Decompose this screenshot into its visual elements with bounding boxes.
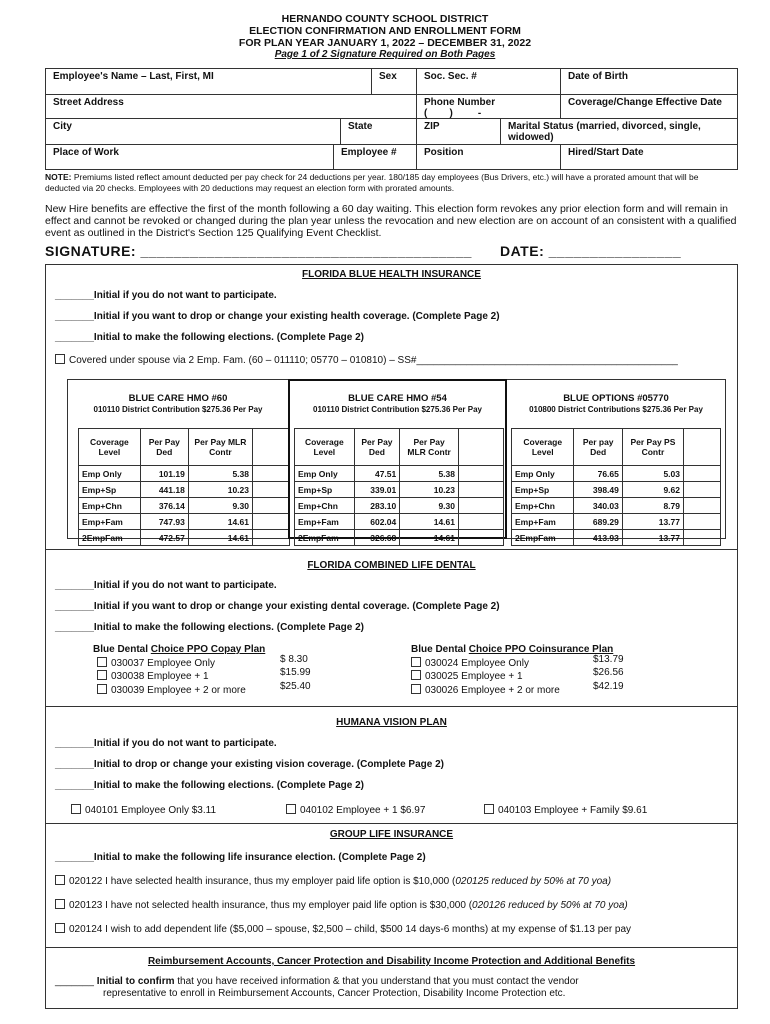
list-item[interactable]: 030025 Employee + 1 $26.56 (411, 670, 731, 684)
table-row: Emp Only 101.19 5.38 (79, 466, 290, 482)
name-field[interactable]: Employee's Name – Last, First, MI (45, 68, 372, 95)
sex-field[interactable]: Sex (371, 68, 417, 95)
employee-number-field[interactable]: Employee # (333, 144, 417, 170)
list-item[interactable]: 030038 Employee + 1 $15.99 (93, 670, 403, 684)
checkbox-icon[interactable] (55, 354, 65, 364)
health-opt-decline[interactable]: _______Initial if you do not want to participate. (55, 290, 277, 301)
work-field[interactable]: Place of Work (45, 144, 334, 170)
health-opt-change[interactable]: _______Initial if you want to drop or change your existing health coverage. (Complete Page 2) (55, 311, 500, 322)
checkbox-icon[interactable] (484, 804, 494, 814)
checkbox-icon[interactable] (411, 657, 421, 667)
list-item[interactable]: 030024 Employee Only $13.79 (411, 657, 731, 671)
life-section (45, 823, 738, 948)
table-row: Emp+Chn 376.14 9.30 (79, 498, 290, 514)
life-option-dependent[interactable]: 020124 I wish to add dependent life ($5,000 – spouse, $2,500 – child, $500 14 days-6 months) at my expense of $1.13 per pay (55, 923, 631, 935)
checkbox-icon[interactable] (97, 684, 107, 694)
checkbox-icon[interactable] (97, 657, 107, 667)
plan-name: BLUE OPTIONS #05770 (563, 393, 669, 404)
checkbox-icon[interactable] (55, 899, 65, 909)
table-row: Emp+Fam 602.04 14.61 (295, 514, 504, 530)
intro-paragraph: New Hire benefits are effective the first of the month following a 60 day waiting. This election form revokes any prior election form and will remain in effect and cannot be revoked or changed during the plan year unless the revocation and new election are on account of an consistent with a qualified event as outlined in the District's Section 125 Qualifying Event Checklist. (45, 203, 737, 239)
checkbox-icon[interactable] (411, 670, 421, 680)
dental-section (45, 549, 738, 707)
health-plans-box (67, 379, 726, 543)
plan-hmo54 (288, 379, 507, 543)
marital-field[interactable]: Marital Status (married, divorced, single, widowed) (500, 118, 738, 145)
table-row: 2EmpFam 413.93 13.77 (512, 530, 721, 546)
plan-contribution: 010800 District Contributions $275.36 Per Pay (529, 405, 703, 414)
health-section (45, 264, 738, 550)
checkbox-icon[interactable] (71, 804, 81, 814)
dental-opt-change[interactable]: _______Initial if you want to drop or change your existing dental coverage. (Complete Page 2) (55, 601, 500, 612)
plan-name: BLUE CARE HMO #54 (348, 393, 447, 404)
table-row: Emp+Sp 339.01 10.23 (295, 482, 504, 498)
checkbox-icon[interactable] (55, 875, 65, 885)
plan-name: BLUE CARE HMO #60 (128, 393, 228, 404)
health-spouse-option[interactable]: Covered under spouse via 2 Emp. Fam. (60 – 011110; 05770 – 010810) – SS#_______________________________________________ (55, 354, 678, 366)
plan-hmo60 (68, 380, 288, 543)
dob-field[interactable]: Date of Birth (560, 68, 738, 95)
vision-section (45, 706, 738, 824)
list-item[interactable]: 030037 Employee Only $ 8.30 (93, 657, 403, 671)
table-row: Emp+Chn 340.03 8.79 (512, 498, 721, 514)
premium-note: NOTE: Premiums listed reflect amount deducted per pay check for 24 deductions per year. 180/185 day employees (Bus Drivers, etc.) will have a prorated amount that will be deducted via 20 checks. Employees with 20 deductions may request an election form with prorated amounts. (45, 172, 699, 193)
table-row: Emp+Fam 747.93 14.61 (79, 514, 290, 530)
reimbursement-note: representative to enroll in Reimbursement Accounts, Cancer Protection, Disability Income Protection etc. (103, 988, 566, 999)
zip-field[interactable]: ZIP (416, 118, 501, 145)
rate-table: Coverage Level Per Pay Ded Per Pay MLR Contr Emp Only 47.51 5.38 Emp+Sp 339.01 10.23 Emp+Chn 283.10 9.30 Emp+Fam 602.04 14.61 2EmpFam 326.68 14.61 (294, 428, 504, 546)
dental-opt-elect[interactable]: _______Initial to make the following elections. (Complete Page 2) (55, 622, 364, 633)
dental-copay-plan: Blue Dental Choice PPO Copay Plan 030037 Employee Only $ 8.30 030038 Employee + 1 $15.99 030039 Employee + 2 or more $25.40 (93, 643, 403, 697)
health-title: FLORIDA BLUE HEALTH INSURANCE (302, 269, 481, 280)
vision-employee-only[interactable]: 040101 Employee Only $3.11 (71, 804, 216, 816)
position-field[interactable]: Position (416, 144, 561, 170)
vision-opt-decline[interactable]: _______Initial if you do not want to participate. (55, 738, 277, 749)
ssn-field[interactable]: Soc. Sec. # (416, 68, 561, 95)
reimbursement-title: Reimbursement Accounts, Cancer Protection and Disability Income Protection and Additional Benefits (147, 956, 636, 967)
vision-opt-elect[interactable]: _______Initial to make the following elections. (Complete Page 2) (55, 780, 364, 791)
dental-coinsurance-plan: Blue Dental Choice PPO Coinsurance Plan 030024 Employee Only $13.79 030025 Employee + 1 $26.56 030026 Employee + 2 or more $42.19 (411, 643, 731, 697)
life-option-30000[interactable]: 020123 I have not selected health insurance, thus my employer paid life option is $30,000 (020126 reduced by 50% at 70 yoa) (55, 899, 628, 911)
checkbox-icon[interactable] (286, 804, 296, 814)
table-row: Emp+Fam 689.29 13.77 (512, 514, 721, 530)
list-item[interactable]: 030039 Employee + 2 or more $25.40 (93, 684, 403, 698)
dental-opt-decline[interactable]: _______Initial if you do not want to participate. (55, 580, 277, 591)
table-row: Emp Only 47.51 5.38 (295, 466, 504, 482)
checkbox-icon[interactable] (55, 923, 65, 933)
dental-title: FLORIDA COMBINED LIFE DENTAL (307, 560, 476, 571)
table-row: Emp+Sp 441.18 10.23 (79, 482, 290, 498)
hired-date-field[interactable]: Hired/Start Date (560, 144, 738, 170)
table-row: 2EmpFam 326.68 14.61 (295, 530, 504, 546)
state-field[interactable]: State (340, 118, 417, 145)
vision-employee-plus-one[interactable]: 040102 Employee + 1 $6.97 (286, 804, 425, 816)
city-field[interactable]: City (45, 118, 341, 145)
coverage-date-field[interactable]: Coverage/Change Effective Date (560, 94, 738, 119)
plan-year: FOR PLAN YEAR JANUARY 1, 2022 – DECEMBER 31, 2022 (238, 37, 532, 49)
street-field[interactable]: Street Address (45, 94, 417, 119)
reimbursement-section (45, 947, 738, 1009)
checkbox-icon[interactable] (97, 670, 107, 680)
vision-opt-change[interactable]: _______Initial to drop or change your existing vision coverage. (Complete Page 2) (55, 759, 445, 770)
vision-employee-family[interactable]: 040103 Employee + Family $9.61 (484, 804, 647, 816)
date-line[interactable]: DATE: ________________ (500, 243, 682, 259)
rate-table: Coverage Level Per Pay Ded Per Pay MLR Contr Emp Only 101.19 5.38 Emp+Sp 441.18 10.23 Emp+Chn 376.14 9.30 Emp+Fam 747.93 14.61 2EmpFam 472.57 14.61 (78, 428, 290, 546)
table-row: Emp+Chn 283.10 9.30 (295, 498, 504, 514)
table-row: Emp Only 76.65 5.03 (512, 466, 721, 482)
district-title: HERNANDO COUNTY SCHOOL DISTRICT (281, 13, 489, 25)
plan-contribution: 010110 District Contribution $275.36 Per Pay (93, 405, 263, 414)
rate-table: Coverage Level Per pay Ded Per Pay PS Contr Emp Only 76.65 5.03 Emp+Sp 398.49 9.62 Emp+Chn 340.03 8.79 Emp+Fam 689.29 13.77 2EmpFam 413.93 13.77 (511, 428, 721, 546)
checkbox-icon[interactable] (411, 684, 421, 694)
phone-field[interactable]: Phone Number ( ) - (416, 94, 561, 119)
page-indicator: Page 1 of 2 Signature Required on Both Pages (274, 49, 496, 60)
plan-contribution: 010110 District Contribution $275.36 Per Pay (313, 405, 482, 414)
form-title: ELECTION CONFIRMATION AND ENROLLMENT FORM (249, 25, 521, 37)
signature-line[interactable]: SIGNATURE: ________________________________________ (45, 243, 472, 259)
vision-title: HUMANA VISION PLAN (336, 717, 447, 728)
list-item[interactable]: 030026 Employee + 2 or more $42.19 (411, 684, 731, 698)
reimbursement-confirm[interactable]: _______ Initial to confirm that you have received information & that you understand that you must contact the vendor (55, 976, 579, 987)
life-option-10000[interactable]: 020122 I have selected health insurance, thus my employer paid life option is $10,000 (020125 reduced by 50% at 70 yoa) (55, 875, 611, 887)
table-row: 2EmpFam 472.57 14.61 (79, 530, 290, 546)
life-title: GROUP LIFE INSURANCE (329, 829, 454, 840)
plan-blue-options (507, 380, 725, 543)
health-opt-elect[interactable]: _______Initial to make the following elections. (Complete Page 2) (55, 332, 364, 343)
life-opt-elect[interactable]: _______Initial to make the following life insurance election. (Complete Page 2) (55, 852, 426, 863)
table-row: Emp+Sp 398.49 9.62 (512, 482, 721, 498)
